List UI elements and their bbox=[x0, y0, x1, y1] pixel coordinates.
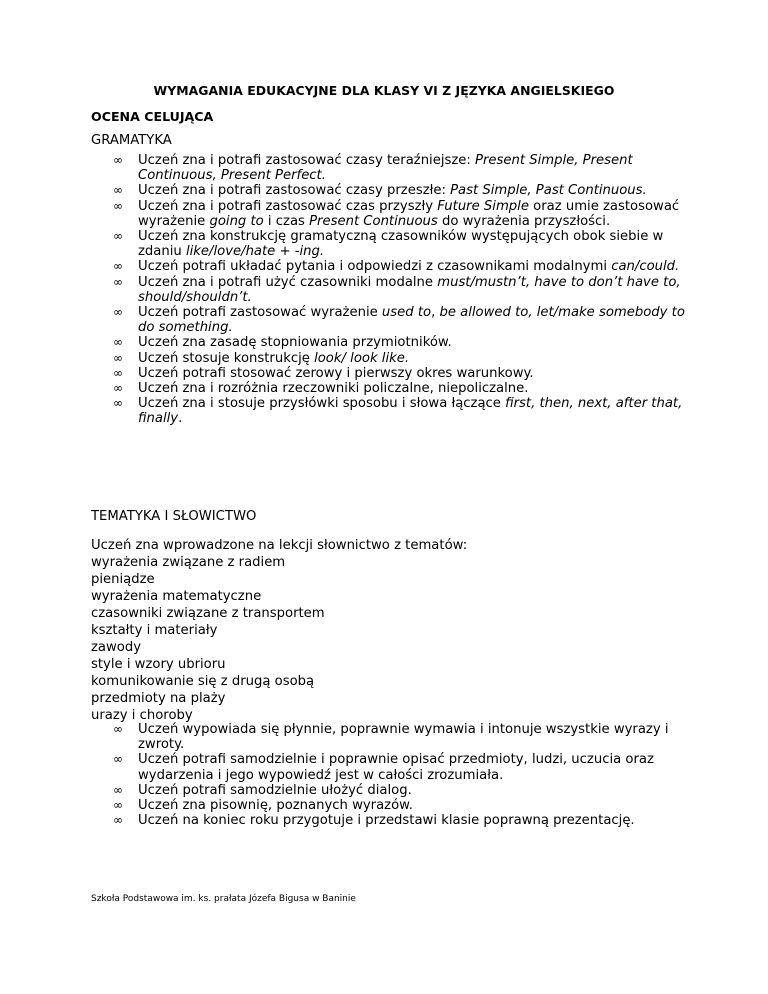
list-item-text bbox=[138, 351, 409, 366]
vocabulary-topic: pieniądze bbox=[91, 572, 155, 587]
list-item bbox=[113, 199, 703, 229]
list-item-text bbox=[138, 366, 534, 381]
italic-term: used to bbox=[381, 305, 432, 321]
list-item bbox=[113, 351, 703, 366]
bullet-icon: ∞ bbox=[113, 396, 123, 411]
bullet-icon: ∞ bbox=[113, 722, 123, 736]
vocabulary-topic: wyrażenia matematyczne bbox=[91, 589, 262, 604]
text-run: Uczeń zna i potrafi zastosować czasy teraźniejsze: bbox=[138, 153, 476, 168]
text-run: Uczeń zna pisownię, poznanych wyrazów. bbox=[138, 798, 413, 814]
list-item-text bbox=[138, 199, 679, 229]
bullet-icon: ∞ bbox=[113, 381, 123, 396]
skills-list bbox=[113, 722, 703, 828]
text-run: Uczeń zna i potrafi użyć czasowniki modalne bbox=[138, 274, 438, 290]
italic-term: be allowed to, let/make somebody to do something. bbox=[138, 305, 685, 336]
text-run: , bbox=[431, 305, 440, 321]
bullet-icon: ∞ bbox=[113, 813, 123, 828]
list-item bbox=[113, 183, 703, 198]
bullet-icon: ∞ bbox=[113, 752, 123, 767]
bullet-icon: ∞ bbox=[113, 782, 123, 797]
bullet-icon: ∞ bbox=[113, 798, 123, 813]
text-run: Uczeń zna i potrafi zastosować czasy przeszłe: bbox=[138, 183, 451, 199]
list-item bbox=[113, 722, 703, 752]
vocabulary-topic: wyrażenia związane z radiem bbox=[91, 555, 286, 570]
list-item bbox=[113, 275, 703, 305]
list-item-text bbox=[138, 783, 412, 798]
list-item bbox=[113, 813, 703, 828]
list-item bbox=[113, 153, 703, 183]
bullet-icon: ∞ bbox=[113, 183, 123, 198]
vocabulary-block bbox=[91, 537, 467, 724]
bullet-icon: ∞ bbox=[113, 153, 123, 167]
list-item bbox=[113, 305, 703, 335]
text-run: Uczeń potrafi samodzielnie ułożyć dialog. bbox=[138, 782, 412, 798]
list-item bbox=[113, 783, 703, 798]
text-run: Uczeń potrafi samodzielnie i poprawnie opisać przedmioty, ludzi, uczucia oraz wydarzenia i jego wypowiedź jest w całości zrozumiała. bbox=[138, 752, 654, 783]
list-item-text bbox=[138, 275, 681, 305]
grade-heading: OCENA CELUJĄCA bbox=[91, 109, 214, 124]
list-item-text bbox=[138, 396, 682, 426]
list-item-text bbox=[138, 259, 679, 274]
vocabulary-heading: TEMATYKA I SŁOWICTWO bbox=[91, 509, 257, 524]
document-title: WYMAGANIA EDUKACYJNE DLA KLASY VI Z JĘZYKA ANGIELSKIEGO bbox=[153, 83, 615, 98]
text-run: Uczeń zna i rozróżnia rzeczowniki policzalne, niepoliczalne. bbox=[138, 381, 529, 397]
vocabulary-topic: przedmioty na plaży bbox=[91, 691, 226, 706]
italic-term: must/mustn’t, have to don’t have to, should/shouldn’t. bbox=[138, 274, 681, 305]
list-item bbox=[113, 752, 703, 782]
grammar-heading: GRAMATYKA bbox=[91, 133, 172, 148]
bullet-icon: ∞ bbox=[113, 305, 123, 320]
list-item-text bbox=[138, 305, 685, 335]
vocabulary-topics bbox=[91, 554, 467, 724]
list-item bbox=[113, 335, 703, 350]
vocabulary-topic: urazy i choroby bbox=[91, 708, 193, 723]
italic-term: Present Continuous bbox=[309, 213, 438, 229]
list-item bbox=[113, 798, 703, 813]
text-run: Uczeń zna zasadę stopniowania przymiotników. bbox=[138, 335, 452, 351]
list-item-text bbox=[138, 813, 635, 828]
text-run: i czas bbox=[263, 213, 310, 229]
italic-term: look/ look like. bbox=[314, 350, 410, 366]
bullet-icon: ∞ bbox=[113, 198, 123, 213]
vocabulary-topic: zawody bbox=[91, 640, 142, 655]
italic-term: like/love/hate + -ing. bbox=[185, 244, 325, 260]
text-run: Uczeń zna konstrukcję gramatyczną czasowników występujących obok siebie w zdaniu bbox=[138, 229, 664, 260]
bullet-icon: ∞ bbox=[113, 335, 123, 350]
list-item bbox=[113, 229, 703, 259]
list-item-text bbox=[138, 229, 663, 259]
list-item-text bbox=[138, 335, 452, 350]
list-item-text bbox=[138, 183, 647, 198]
grammar-list bbox=[113, 153, 703, 427]
italic-term: Future Simple bbox=[437, 198, 529, 214]
bullet-icon: ∞ bbox=[113, 259, 123, 274]
bullet-icon: ∞ bbox=[113, 350, 123, 365]
bullet-icon: ∞ bbox=[113, 365, 123, 380]
vocabulary-topic: czasowniki związane z transportem bbox=[91, 606, 325, 621]
list-item bbox=[113, 396, 703, 426]
text-run: Uczeń wypowiada się płynnie, poprawnie wymawia i intonuje wszystkie wyrazy i zwroty. bbox=[138, 722, 669, 753]
text-run: do wyrażenia przyszłości. bbox=[437, 213, 611, 229]
list-item-text bbox=[138, 381, 528, 396]
vocabulary-topic: style i wzory ubrioru bbox=[91, 657, 226, 672]
text-run: Uczeń na koniec roku przygotuje i przedstawi klasie poprawną prezentację. bbox=[138, 813, 635, 829]
text-run: Uczeń zna i stosuje przysłówki sposobu i słowa łączące bbox=[138, 396, 506, 412]
vocabulary-topic: komunikowanie się z drugą osobą bbox=[91, 674, 315, 689]
vocabulary-topic: kształty i materiały bbox=[91, 623, 218, 638]
list-item bbox=[113, 259, 703, 274]
list-item-text bbox=[138, 752, 654, 782]
list-item bbox=[113, 381, 703, 396]
italic-term: first, then, next, after that, finally bbox=[138, 396, 683, 427]
italic-term: Present Simple, Present Continuous, Present Perfect. bbox=[138, 153, 633, 184]
list-item-text bbox=[138, 798, 413, 813]
text-run: Uczeń potrafi układać pytania i odpowiedzi z czasownikami modalnymi bbox=[138, 259, 612, 275]
list-item-text bbox=[138, 722, 669, 752]
italic-term: Past Simple, Past Continuous. bbox=[450, 183, 647, 199]
vocabulary-intro: Uczeń zna wprowadzone na lekcji słownictwo z tematów: bbox=[91, 538, 468, 553]
footer-school-name: Szkoła Podstawowa im. ks. prałata Józefa Bigusa w Baninie bbox=[91, 894, 356, 904]
list-item bbox=[113, 366, 703, 381]
italic-term: going to bbox=[209, 213, 264, 229]
text-run: Uczeń potrafi zastosować wyrażenie bbox=[138, 305, 382, 321]
text-run: Uczeń stosuje konstrukcję bbox=[138, 350, 315, 366]
italic-term: can/could. bbox=[611, 259, 680, 275]
text-run: Uczeń potrafi stosować zerowy i pierwszy okres warunkowy. bbox=[138, 365, 534, 381]
text-run: . bbox=[178, 411, 183, 427]
text-run: oraz umie zastosować wyrażenie bbox=[138, 198, 680, 229]
text-run: Uczeń zna i potrafi zastosować czas przyszły bbox=[138, 198, 438, 214]
list-item-text bbox=[138, 153, 633, 183]
bullet-icon: ∞ bbox=[113, 229, 123, 244]
bullet-icon: ∞ bbox=[113, 274, 123, 289]
